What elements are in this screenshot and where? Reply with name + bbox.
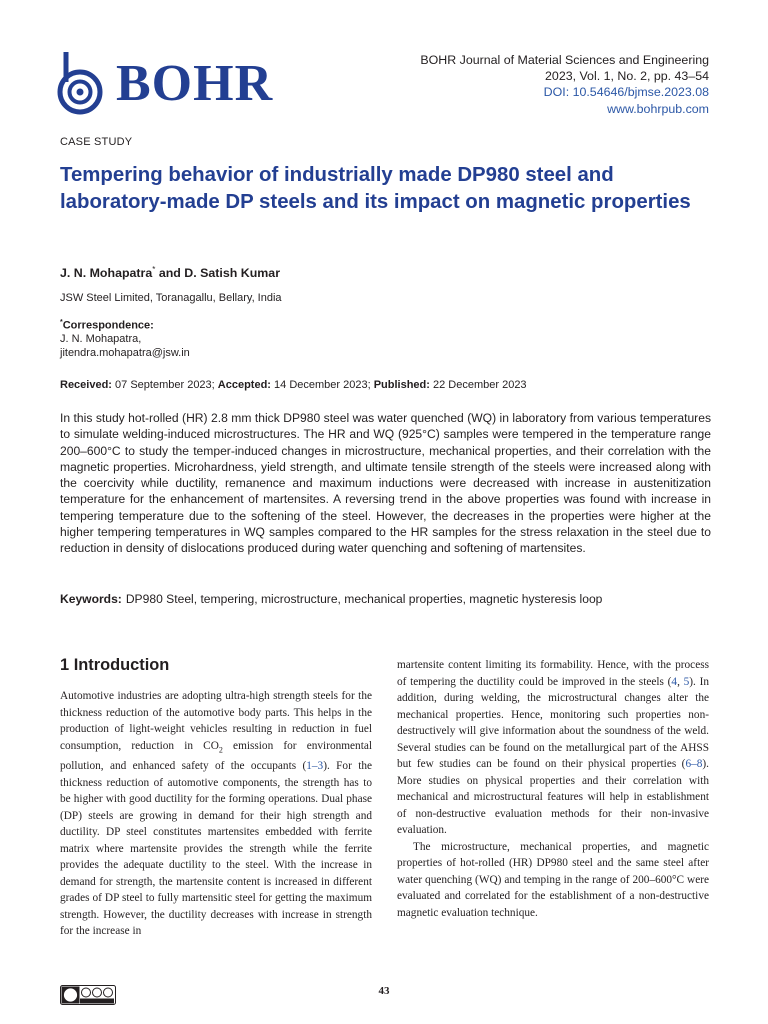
abstract: In this study hot-rolled (HR) 2.8 mm thick DP980 steel was water quenched (WQ) in laboratory from various temperatures to simulate welding-induced microstructures. The HR and WQ (925°C) samples were tempered in the temperature range 200–600°C to study the temper-induced changes in microstructure, mechanical properties, and their correlation with the magnetic properties. Microhardness, yield strength, and ultimate tensile strength of the steels were increased along with the coercivity while ductility, remanence and maximum inductions were decreased with increase in austenitization temperature for the enhancement of martensites. A reversing trend in the above properties was found with increase in tempering temperature due to the softening of the steel. However, the decreases in the properties were higher at the higher tempering temperatures in WQ samples compared to the HR samples for the stress relaxation in the steel due to reduction in density of dislocations produced during water quenching and softening of martensites. [60,411,711,555]
citation-link[interactable]: 5 [683,675,690,688]
keywords [60,592,602,606]
author-name: J. N. Mohapatra [60,266,153,281]
section-heading: 1 Introduction [60,656,170,674]
body-column-left [60,688,372,940]
paragraph: Automotive industries are adopting ultra-high strength steels for the thickness reduction of the automotive body parts. This helps in the production of light-weight vehicles resulting in reduction in fuel consumption, reduction in $CO_2$ emission for environmental pollution, and enhanced safety of the occupants (1–3). For the thickness reduction of automotive components, the strength has to be higher with good ductility for the forming operations. Dual phase (DP) steels are growing in demand for their high strength and ductility. DP steel constitutes martensites embedded with ferrite matrix where martensite provides the strength while the ferrite provides the adequate ductility to the steel. With the increase in demand for strength, the martensite content is increased in different grades of DP steel to fully martensitic steel for getting the maximum strength. However, the ductility decreases with increase in strength for the increase in [60,690,372,938]
body-column-right [397,657,709,921]
bohr-logo [54,50,294,116]
journal-meta [420,52,709,117]
article-title: Tempering behavior of industrially made DP980 steel and laboratory-made DP steels and its impact on magnetic properties [60,164,691,213]
correspondence-name: J. N. Mohapatra, [60,333,142,346]
corresponding-mark: * [152,265,156,274]
accepted-date: 14 December 2023; [270,379,374,391]
journal-name: BOHR Journal of Material Sciences and Engineering [420,53,709,67]
article-dates [60,379,527,391]
bohr-emblem-icon [54,50,112,116]
article-type: CASE STUDY [60,136,133,148]
citation-link[interactable]: 4 [671,675,678,688]
correspondence-block [60,316,190,360]
paragraph: The microstructure, mechanical properties, and magnetic properties of hot-rolled (HR) DP980 steel and the same steel after water quenching (WQ) and temping in the range of 200–600°C were evaluated and correlated for the establishment of a non-destructive magnetic evaluation technique. [397,840,709,919]
received-date: 07 September 2023; [111,379,218,391]
keywords-value: DP980 Steel, tempering, microstructure, mechanical properties, magnetic hysteresis loop [125,592,603,606]
journal-issue: 2023, Vol. 1, No. 2, pp. 43–54 [545,69,709,84]
citation-link[interactable]: 6–8 [685,758,703,770]
doi-link[interactable]: DOI: 10.54646/bjmse.2023.08 [543,85,709,100]
author-name: and D. Satish Kumar [155,266,281,281]
citation-link[interactable]: 1–3 [306,760,324,773]
keywords-label: Keywords: [60,592,122,606]
received-label: Received: [60,379,112,391]
affiliation: JSW Steel Limited, Toranagallu, Bellary, India [60,292,282,304]
bohr-wordmark: BOHR [116,55,274,112]
page-number: 43 [378,985,390,997]
accepted-label: Accepted: [217,379,271,391]
correspondence-email[interactable]: jitendra.mohapatra@jsw.in [60,346,190,359]
website-link[interactable]: www.bohrpub.com [607,101,709,116]
published-date: 22 December 2023 [429,379,527,391]
author-list [60,265,280,280]
paragraph: martensite content limiting its formability. Hence, with the process of tempering the ductility could be improved in the steels (4, 5). In addition, during welding, the microstructural changes alter the mechanical properties. Hence, monitoring such properties non-destructively will give information about the soundness of the weld. Several studies can be found on the metallurgical part of the AHSS but few studies can be found on their physical properties (6–8). More studies on physical properties and their correlation with mechanical and microstructural features will help in establishment of non-destructive evaluation methods for their non-invasive evaluation. [397,659,709,836]
correspondence-heading: *Correspondence: [60,319,154,332]
published-label: Published: [373,379,430,391]
